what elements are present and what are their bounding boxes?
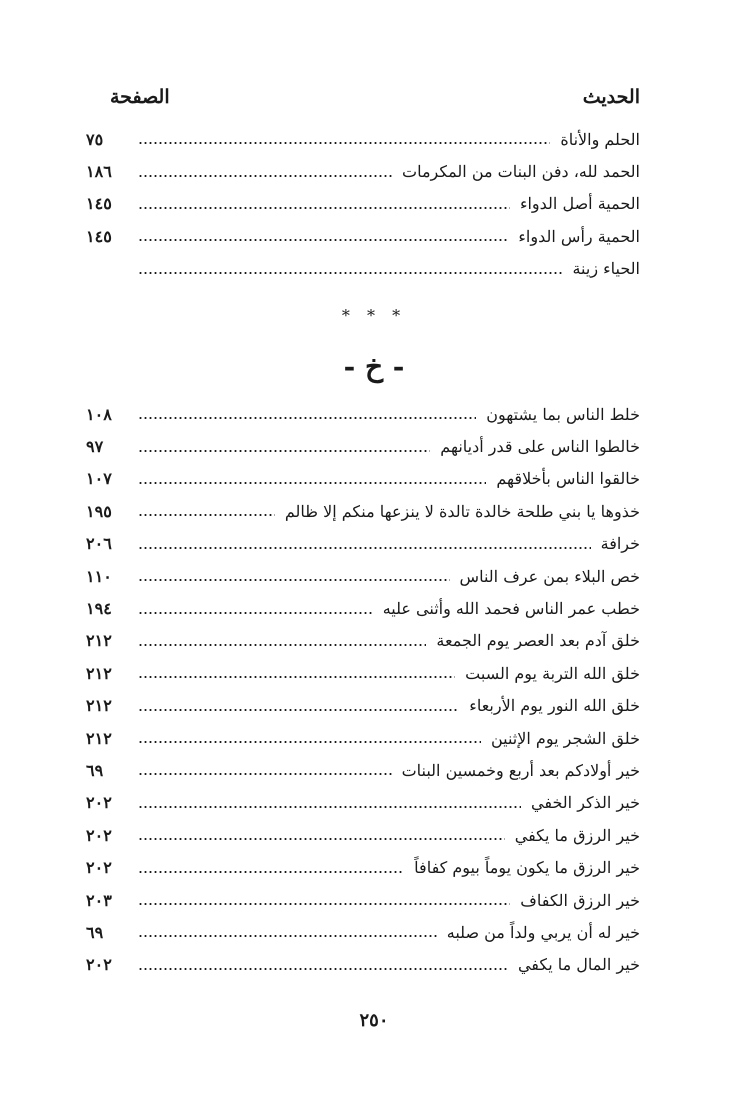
entry-text: خلق آدم بعد العصر يوم الجمعة [436, 631, 640, 651]
index-entry [86, 123, 640, 155]
index-entry [86, 754, 640, 786]
index-entry [86, 949, 640, 981]
index-entry [86, 592, 640, 624]
entry-text: خلط الناس بما يشتهون [486, 404, 640, 424]
index-entry [86, 690, 640, 722]
dot-leader [138, 773, 392, 775]
index-entry [86, 253, 640, 285]
entry-page-number: ٢١٢ [86, 631, 112, 651]
entry-text: خطب عمر الناس فحمد الله وأثنى عليه [382, 599, 640, 619]
dot-leader [138, 935, 437, 937]
index-entry [86, 220, 640, 252]
entry-text: خالطوا الناس على قدر أديانهم [440, 437, 640, 457]
dot-leader [138, 482, 486, 484]
entry-text: خرافة [600, 534, 640, 554]
entry-text: خذوها يا بني طلحة خالدة تالدة لا ينزعها منكم إلا ظالم [284, 501, 640, 521]
index-entry [86, 463, 640, 495]
entry-text: خالقوا الناس بأخلاقهم [496, 469, 640, 489]
entry-page-number: ٢٠٢ [86, 793, 112, 813]
dot-leader [138, 175, 392, 177]
entry-page-number: ١٠٨ [86, 404, 112, 424]
entry-page-number: ٢١٢ [86, 728, 112, 748]
index-entry [86, 155, 640, 187]
entry-text: خلق الشجر يوم الإثنين [490, 728, 640, 748]
dot-leader [138, 239, 508, 241]
entry-page-number: ٢٠٢ [86, 858, 112, 878]
entry-text: خير المال ما يكفي [517, 955, 640, 975]
dot-leader [138, 207, 510, 209]
section-letter-heading: - خ - [343, 350, 405, 383]
entry-text: خص البلاء بمن عرف الناس [459, 566, 640, 586]
section-separator: * * * [341, 306, 407, 325]
column-header [110, 86, 640, 108]
dot-leader [138, 644, 426, 646]
entry-text: خير الرزق ما يكون يوماً بيوم كفافاً [414, 858, 640, 878]
entry-page-number: ٧٥ [86, 129, 104, 149]
dot-leader [138, 741, 481, 743]
entry-text: خلق الله النور يوم الأربعاء [469, 696, 640, 716]
index-entry [86, 722, 640, 754]
page-number: ٢٥٠ [359, 1010, 389, 1031]
entry-page-number: ٦٩ [86, 760, 104, 780]
dot-leader [138, 838, 505, 840]
index-section-kha [86, 398, 640, 981]
dot-leader [138, 547, 591, 549]
index-entry [86, 625, 640, 657]
index-section-ha [86, 123, 640, 285]
index-entry [86, 188, 640, 220]
index-entry [86, 495, 640, 527]
dot-leader [138, 968, 508, 970]
entry-text: خير له أن يربي ولداً من صلبه [446, 922, 640, 942]
entry-page-number: ١٤٥ [86, 226, 112, 246]
entry-page-number: ٢٠٢ [86, 825, 112, 845]
index-entry [86, 430, 640, 462]
index-entry [86, 916, 640, 948]
entry-text: الحلم والأناة [560, 129, 640, 149]
page-column-label: الصفحة [110, 86, 170, 108]
index-entry [86, 819, 640, 851]
index-entry [86, 560, 640, 592]
index-entry [86, 787, 640, 819]
entry-page-number: ١٤٥ [86, 194, 112, 214]
entry-text: خير الرزق الكفاف [520, 890, 640, 910]
entry-page-number: ٢١٢ [86, 663, 112, 683]
index-entry [86, 528, 640, 560]
dot-leader [138, 272, 562, 274]
index-entry [86, 884, 640, 916]
dot-leader [138, 450, 430, 452]
entry-page-number: ٦٩ [86, 922, 104, 942]
entry-page-number: ٢٠٢ [86, 955, 112, 975]
index-entry [86, 657, 640, 689]
dot-leader [138, 871, 404, 873]
hadith-column-label: الحديث [582, 86, 640, 108]
entry-text: الحمية أصل الدواء [519, 194, 640, 214]
entry-text: خير الرزق ما يكفي [514, 825, 640, 845]
dot-leader [138, 709, 459, 711]
dot-leader [138, 579, 450, 581]
entry-text: الحياء زينة [572, 259, 640, 279]
entry-text: خلق الله التربة يوم السبت [465, 663, 640, 683]
entry-page-number: ٢٠٦ [86, 534, 112, 554]
entry-page-number: ١٩٥ [86, 501, 112, 521]
entry-text: خير الذكر الخفي [531, 793, 640, 813]
entry-text: الحمد لله، دفن البنات من المكرمات [402, 162, 640, 182]
entry-page-number: ٢٠٣ [86, 890, 112, 910]
entry-page-number: ١٨٦ [86, 162, 112, 182]
dot-leader [138, 806, 521, 808]
dot-leader [138, 676, 455, 678]
entry-page-number: ١٩٤ [86, 599, 112, 619]
entry-page-number: ٢١٢ [86, 696, 112, 716]
index-entry [86, 851, 640, 883]
entry-page-number: ١٠٧ [86, 469, 112, 489]
dot-leader [138, 417, 476, 419]
dot-leader [138, 142, 550, 144]
entry-text: خير أولادكم بعد أربع وخمسين البنات [401, 760, 640, 780]
entry-page-number: ٩٧ [86, 437, 104, 457]
dot-leader [138, 903, 510, 905]
dot-leader [138, 612, 373, 614]
dot-leader [138, 514, 275, 516]
entry-text: الحمية رأس الدواء [518, 226, 640, 246]
entry-page-number: ١١٠ [86, 566, 112, 586]
index-entry [86, 398, 640, 430]
